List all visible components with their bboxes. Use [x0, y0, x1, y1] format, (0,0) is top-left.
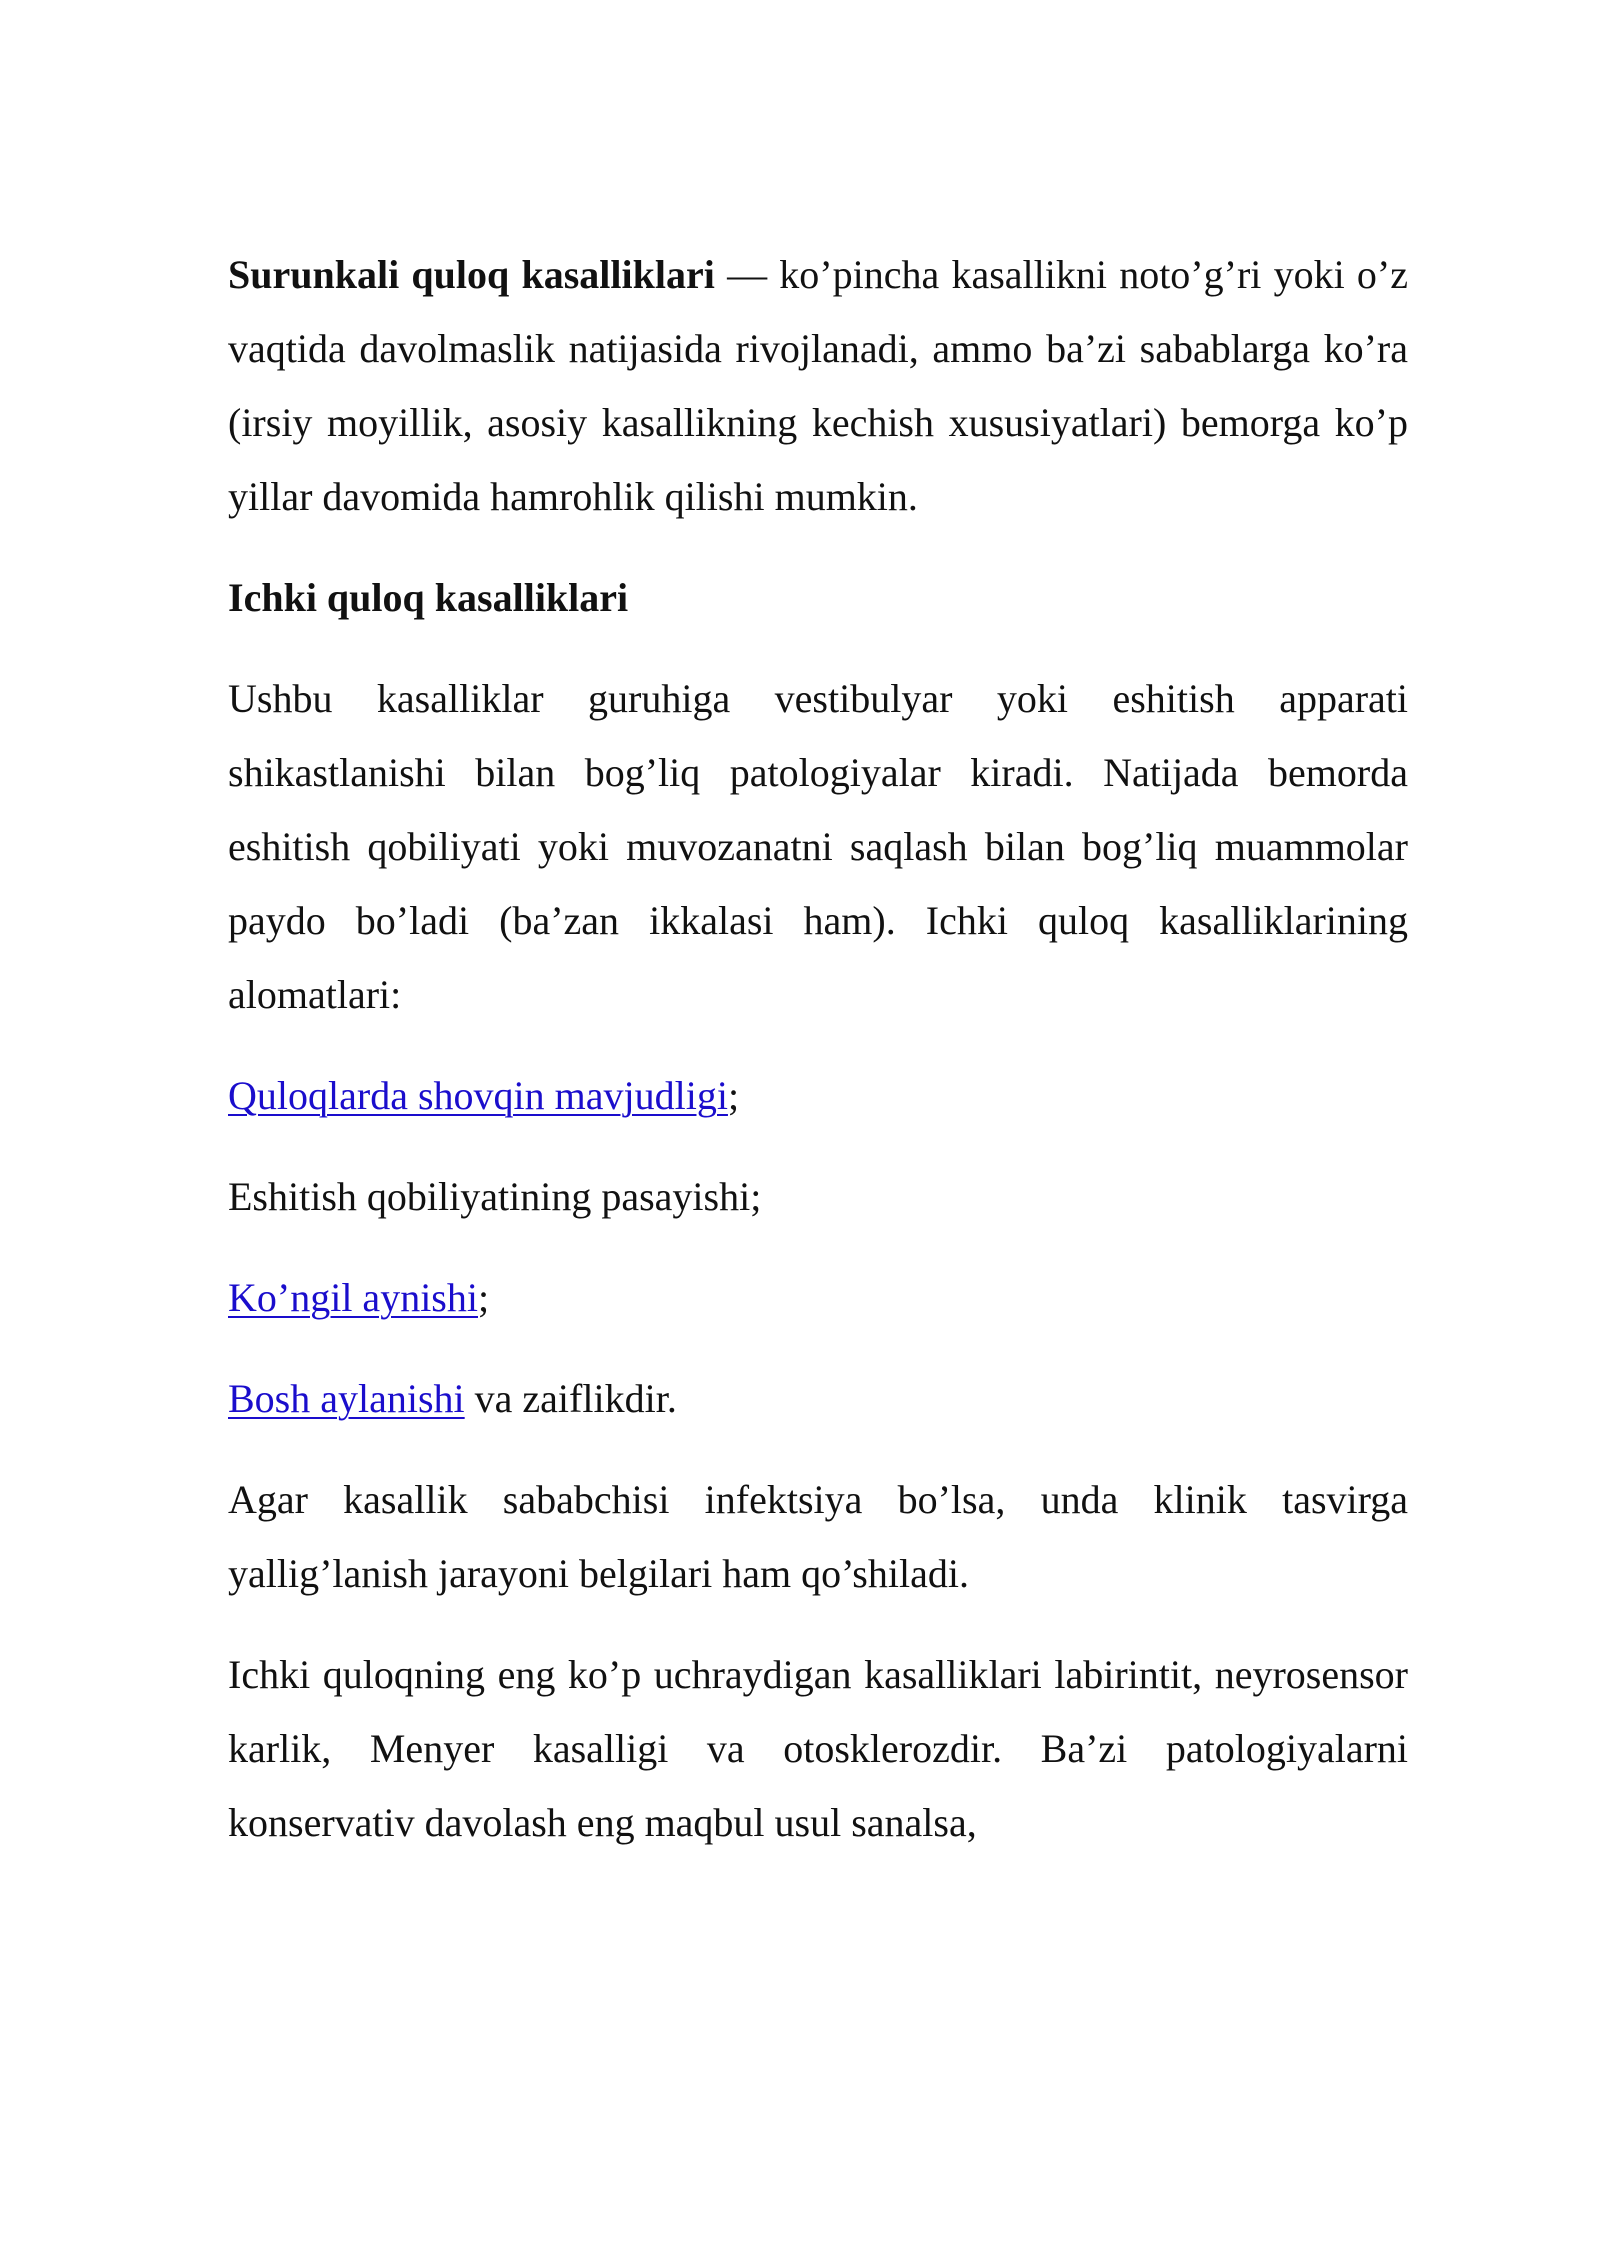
link-dizziness[interactable]: Bosh aylanishi — [228, 1376, 465, 1421]
symptom-item-noise — [228, 1059, 1408, 1133]
intro-paragraph — [228, 238, 1408, 534]
link-ear-noise[interactable]: Quloqlarda shovqin mavjudligi — [228, 1073, 728, 1118]
symptom-item-hearing: Eshitish qobiliyatining pasayishi; — [228, 1174, 762, 1219]
infection-paragraph: Agar kasallik sababchisi infektsiya bo’lsa, unda klinik tasvirga yallig’lanish jarayoni belgilari ham qo’shiladi. — [228, 1477, 1408, 1596]
symptom-item-nausea-suffix: ; — [477, 1275, 490, 1320]
symptom-item-dizziness — [228, 1362, 1408, 1436]
link-nausea[interactable]: Ko’ngil aynishi — [228, 1275, 478, 1320]
symptom-item-noise-suffix: ; — [727, 1073, 740, 1118]
common-diseases-paragraph: Ichki quloqning eng ko’p uchraydigan kasalliklari labirintit, neyrosensor karlik, Menyer kasalligi va otosklerozdir. Ba’zi patologiyalarni konservativ davolash eng maqbul usul sanalsa, — [228, 1652, 1408, 1845]
section-heading: Ichki quloq kasalliklari — [228, 575, 629, 620]
symptom-item-nausea — [228, 1261, 1408, 1335]
intro-bold-term: Surunkali quloq kasalliklari — [228, 252, 715, 297]
description-paragraph: Ushbu kasalliklar guruhiga vestibulyar yoki eshitish apparati shikastlanishi bilan bog’liq patologiyalar kiradi. Natijada bemorda eshitish qobiliyati yoki muvozanatni saqlash bilan bog’liq muammolar paydo bo’ladi (ba’zan ikkalasi ham). Ichki quloq kasalliklarining alomatlari: — [228, 676, 1408, 1017]
symptom-item-dizziness-suffix: va zaiflikdir. — [464, 1376, 677, 1421]
document-page — [228, 238, 1408, 1887]
intro-text: — ko’pincha kasallikni noto’g’ri yoki o’z vaqtida davolmaslik natijasida rivojlanadi, ammo ba’zi sabablarga ko’ra (irsiy moyillik, asosiy kasallikning kechish xususiyatlari) bemorga ko’p yillar davomida hamrohlik qilishi mumkin. — [228, 252, 1408, 519]
